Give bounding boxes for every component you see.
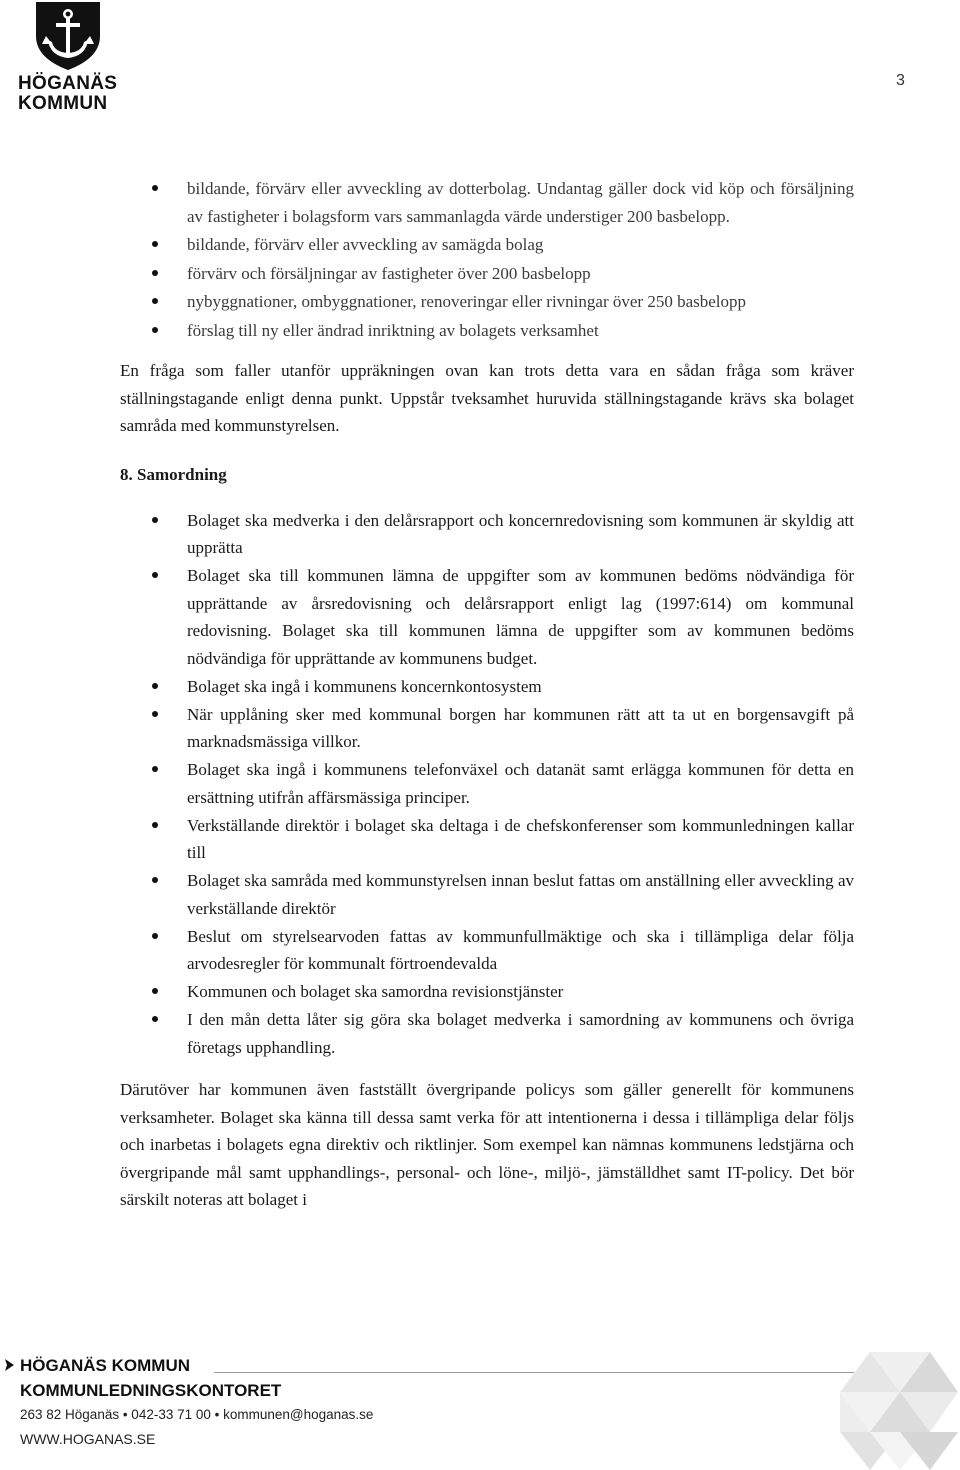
- bullet-icon: [152, 988, 158, 994]
- list-item: [120, 756, 854, 811]
- arrow-right-icon: [4, 1358, 16, 1372]
- list-item-text: Bolaget ska medverka i den delårsrapport och koncernredovisning som kommunen är skyldig att upprätta: [187, 510, 854, 557]
- bullet-icon: [152, 711, 158, 717]
- list-item: [120, 260, 854, 288]
- list-item: [120, 673, 854, 701]
- bullet-icon: [152, 572, 158, 578]
- list-item: [120, 507, 854, 562]
- footer-org-name: HÖGANÄS KOMMUN: [20, 1356, 190, 1375]
- list-item: [120, 288, 854, 316]
- list-item-text: Bolaget ska till kommunen lämna de uppgifter som av kommunen bedöms nödvändiga för upprättande av årsredovisning och delårsrapport enligt lag (1997:614) om kommunal redovisning. Bolaget ska till kommunen lämna de uppgifter som av kommunen bedöms nödvändiga för upprättande av kommunens budget.: [187, 566, 854, 668]
- list-item-text: Bolaget ska ingå i kommunens telefonväxel och datanät samt erlägga kommunen för detta en ersättning utifrån affärsmässiga principer.: [187, 760, 854, 807]
- section-heading: 8. Samordning: [120, 464, 227, 484]
- list-item-text: nybyggnationer, ombyggnationer, renoveringar eller rivningar över 250 basbelopp: [187, 292, 746, 311]
- list-item-text: I den mån detta låter sig göra ska bolaget medverka i samordning av kommunens och övriga företags upphandling.: [187, 1010, 854, 1057]
- anchor-shield-icon: [32, 0, 104, 72]
- page-footer: [0, 1352, 960, 1470]
- coordination-list: [120, 507, 854, 1062]
- logo-line1: HÖGANÄS: [18, 73, 118, 94]
- list-item: [120, 1006, 854, 1061]
- bullet-icon: [152, 1016, 158, 1022]
- paragraph: En fråga som faller utanför uppräkningen ovan kan trots detta vara en sådan fråga som kräver ställningstagande enligt denna punkt. Uppstår tveksamhet huruvida ställningstagande krävs ska bolaget samråda med kommunstyrelsen.: [120, 361, 854, 435]
- list-item: [120, 923, 854, 978]
- footer-department: KOMMUNLEDNINGSKONTORET: [20, 1381, 282, 1400]
- list-item-text: förslag till ny eller ändrad inriktning av bolagets verksamhet: [187, 320, 599, 340]
- footer-divider: [214, 1372, 854, 1373]
- bullet-icon: [152, 270, 158, 276]
- list-item: [120, 562, 854, 672]
- triangle-pattern-graphic: [840, 1352, 960, 1470]
- logo-wordmark: [18, 74, 118, 114]
- bullet-icon: [152, 298, 158, 304]
- list-item: [120, 867, 854, 922]
- list-item: [120, 978, 854, 1006]
- document-body: [120, 175, 854, 1214]
- bullet-icon: [152, 185, 158, 191]
- bullet-icon: [152, 822, 158, 828]
- list-item-text: Beslut om styrelsearvoden fattas av kommunfullmäktige och ska i tillämpliga delar följa arvodesregler för kommunalt förtroendevalda: [187, 926, 854, 973]
- list-item: [120, 175, 854, 230]
- list-item: [120, 701, 854, 756]
- footer-contact: 263 82 Höganäs • 042-33 71 00 • kommunen@hoganas.se: [20, 1407, 374, 1422]
- list-item-text: Bolaget ska ingå i kommunens koncernkontosystem: [187, 676, 542, 696]
- list-item-text: Kommunen och bolaget ska samordna revisionstjänster: [187, 982, 564, 1001]
- bullet-icon: [152, 327, 158, 333]
- bullet-icon: [152, 877, 158, 883]
- list-item-text: Verkställande direktör i bolaget ska deltaga i de chefskonferenser som kommunledningen kallar till: [187, 815, 854, 862]
- list-item-text: förvärv och försäljningar av fastigheter över 200 basbelopp: [187, 263, 591, 283]
- logo-line2: KOMMUN: [18, 93, 108, 114]
- municipality-logo: [18, 0, 118, 114]
- list-item-text: bildande, förvärv eller avveckling av samägda bolag: [187, 235, 544, 254]
- bullet-icon: [152, 933, 158, 939]
- list-item-text: bildande, förvärv eller avveckling av dotterbolag. Undantag gäller dock vid köp och försäljning av fastigheter i bolagsform vars sammanlagda värde understiger 200 basbelopp.: [187, 179, 854, 226]
- list-item: [120, 231, 854, 259]
- list-item: [120, 317, 854, 345]
- approval-list: [120, 175, 854, 344]
- bullet-icon: [152, 517, 158, 523]
- list-item-text: När upplåning sker med kommunal borgen har kommunen rätt att ta ut en borgensavgift på marknadsmässiga villkor.: [187, 704, 854, 751]
- bullet-icon: [152, 766, 158, 772]
- page-number: 3: [896, 72, 905, 89]
- footer-website: WWW.HOGANAS.SE: [20, 1431, 156, 1447]
- paragraph: Därutöver har kommunen även fastställt övergripande policys som gäller generellt för kommunens verksamheter. Bolaget ska känna till dessa samt verka för att intentionerna i dessa i tillämpliga delar följs och inarbetas i bolagets egna direktiv och riktlinjer. Som exempel kan nämnas kommunens ledstjärna och övergripande mål samt upphandlings-, personal- och löne-, miljö-, jämställdhet samt IT-policy. Det bör särskilt noteras att bolaget i: [120, 1080, 854, 1209]
- bullet-icon: [152, 241, 158, 247]
- list-item-text: Bolaget ska samråda med kommunstyrelsen innan beslut fattas om anställning eller avveckling av verkställande direktör: [187, 871, 854, 918]
- bullet-icon: [152, 683, 158, 689]
- list-item: [120, 812, 854, 867]
